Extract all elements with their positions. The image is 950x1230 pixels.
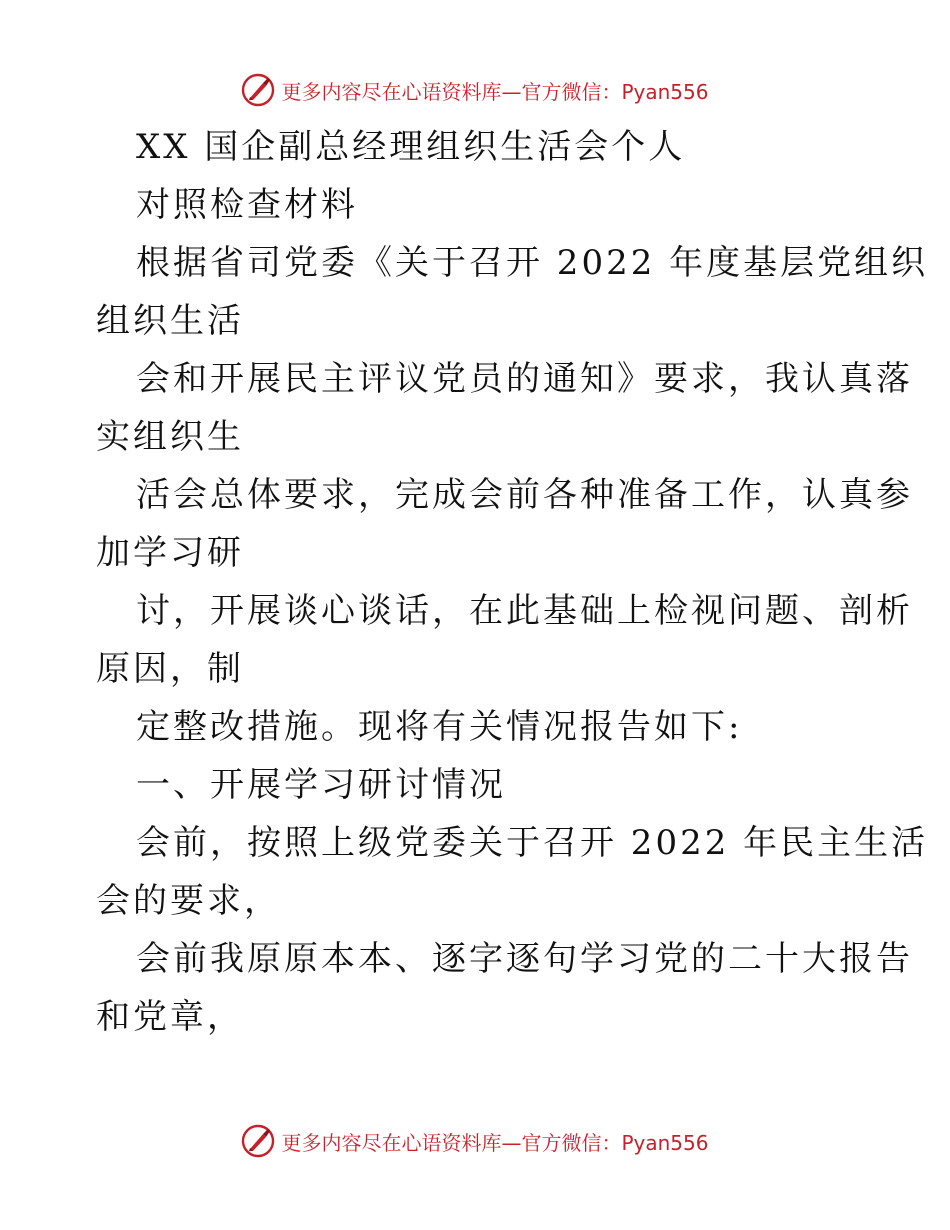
document-line: 一、开展学习研讨情况 <box>136 765 506 805</box>
document-line: 和党章， <box>96 997 244 1037</box>
document-line: 根据省司党委《关于召开 2022 年度基层党组织 <box>136 243 929 283</box>
document-body <box>96 118 929 1046</box>
document-line: 会的要求， <box>96 881 281 921</box>
watermark-text: 更多内容尽在心语资料库—官方微信：Pyan556 <box>281 79 709 104</box>
header-watermark <box>0 70 950 110</box>
watermark-text: 更多内容尽在心语资料库—官方微信：Pyan556 <box>281 1130 709 1155</box>
document-line: 会和开展民主评议党员的通知》要求，我认真落 <box>136 359 913 399</box>
document-line: 原因，制 <box>96 649 244 689</box>
document-line: 实组织生 <box>96 417 244 457</box>
quill-pen-logo-icon <box>241 1124 275 1158</box>
footer-watermark <box>0 1121 950 1161</box>
document-line: 加学习研 <box>96 533 244 573</box>
document-line: 对照检查材料 <box>136 185 358 225</box>
document-line: 定整改措施。现将有关情况报告如下: <box>136 707 743 747</box>
document-line: 会前，按照上级党委关于召开 2022 年民主生活 <box>136 823 929 863</box>
document-line: 活会总体要求，完成会前各种准备工作，认真参 <box>136 475 913 515</box>
quill-pen-logo-icon <box>241 73 275 107</box>
document-line: 会前我原原本本、逐字逐句学习党的二十大报告 <box>136 939 913 979</box>
document-line: XX 国企副总经理组织生活会个人 <box>136 127 686 167</box>
document-line: 讨，开展谈心谈话，在此基础上检视问题、剖析 <box>136 591 913 631</box>
document-line: 组织生活 <box>96 301 244 341</box>
